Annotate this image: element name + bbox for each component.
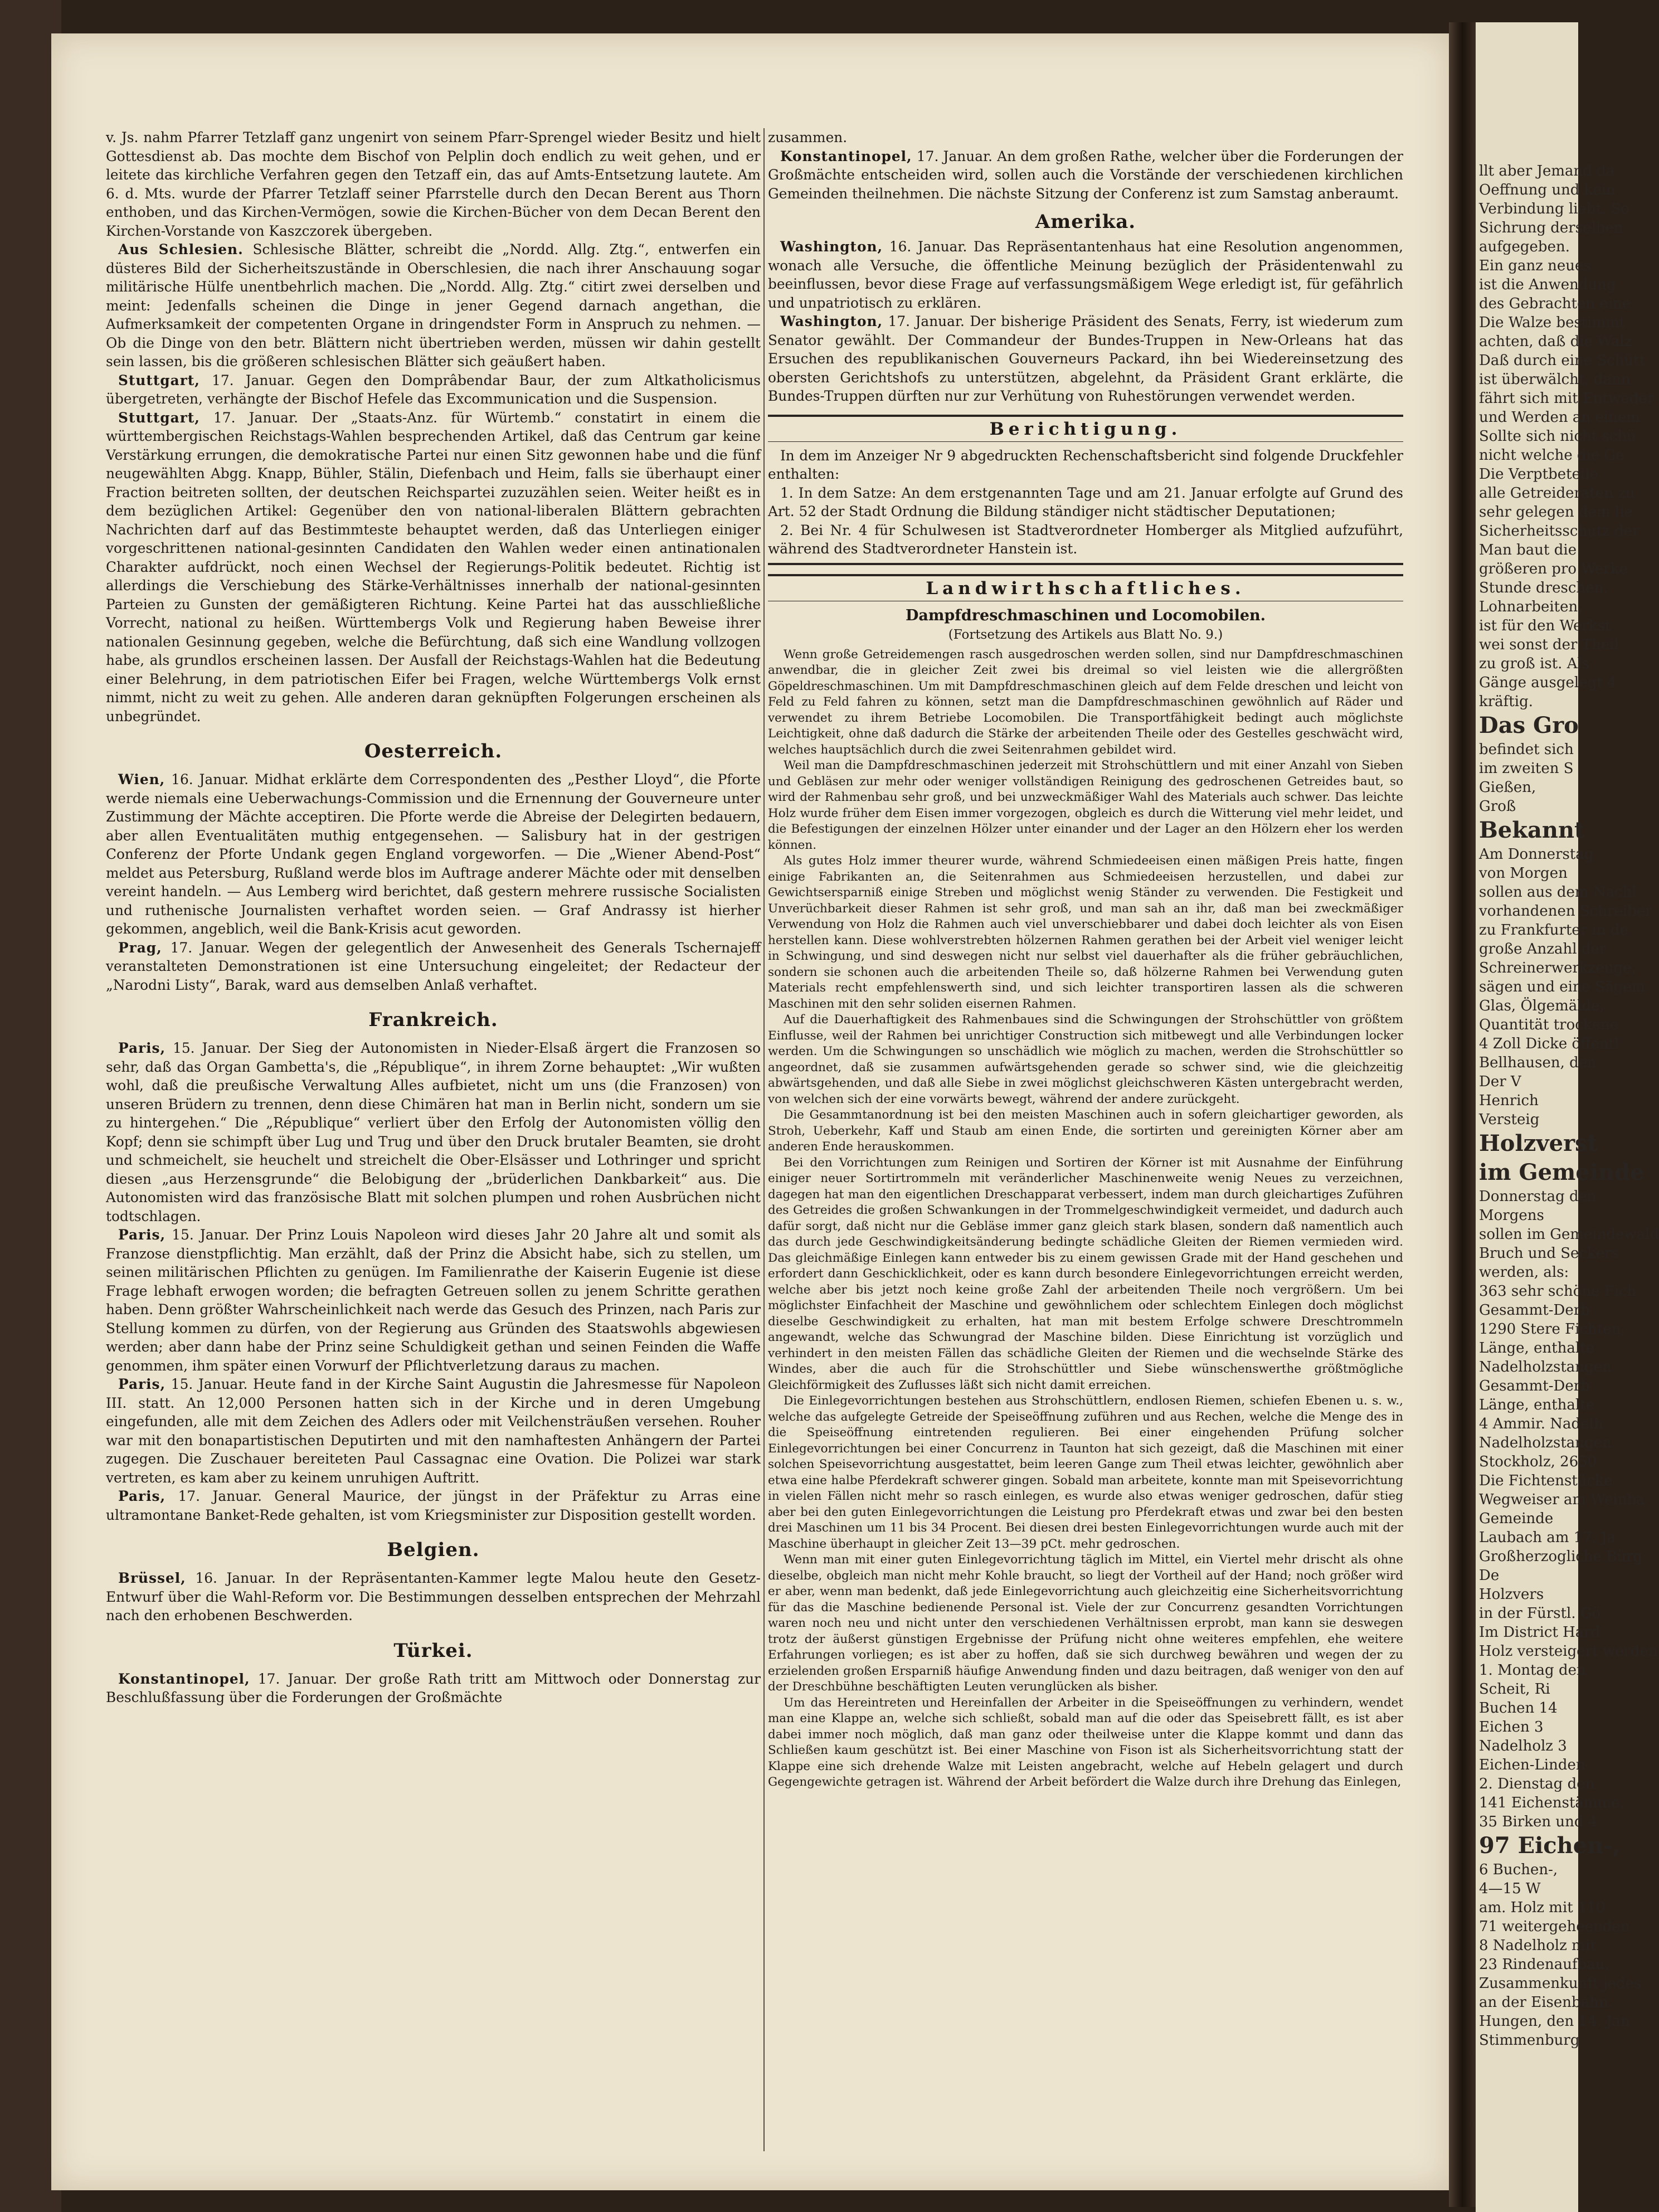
section-heading-landwirthschaftliches: Landwirthschaftliches.	[926, 578, 1246, 599]
adjacent-page-line: Eichen 3	[1479, 1719, 1544, 1735]
adjacent-page-line: Zusammenkunft jedes	[1479, 1975, 1642, 1992]
adjacent-page-line: Scheit, Ri	[1479, 1681, 1550, 1698]
berichtigung-item-1: 1. In dem Satze: An dem erstgenannten Tage und am 21. Januar erfolgte auf Grund des Art. 52 der Stadt Ordnung die Bildung ständiger nicht städtischer Deputationen;	[768, 484, 1403, 519]
adjacent-page-line: Am Donnerstag	[1479, 846, 1594, 863]
article-text: 15. Januar. Der Prinz Louis Napoleon wird dieses Jahr 20 Jahre alt und somit als Franzose dienstpflichtig. Man erzählt, daß der Prinz die Absicht habe, sich zu stellen, um seinen militärischen Pflichten zu genügen. Im Familienrathe der Kaiserin Eugenie ist diese Frage lebhaft erwogen worden; die befragten Getreuen sollen zu jenem Schritte gerathen haben. Denn größter Wahrscheinlichkeit nach werde das Gesuch des Prinzen, nach Paris zur Stellung kommen zu dürfen, von der Regierung aus Gründen des Staatswohls abgewiesen werden; aber dann habe der Prinz seine Schuldigkeit gethan und seinen Feinden die Waffe genommen, ihm später einen Vorwurf der Pflichtverletzung daraus zu machen.	[106, 1227, 761, 1374]
section-heading-frankreich: Frankreich.	[368, 1009, 498, 1031]
adjacent-page-line: Die Walze bestimmt	[1479, 314, 1626, 331]
adjacent-page-line: Ein ganz neues	[1479, 257, 1591, 274]
left-column	[106, 128, 761, 1707]
adjacent-page-line: 8 Nadelholz mit	[1479, 1937, 1596, 1954]
dateline: Stuttgart,	[118, 409, 200, 426]
dateline: Paris,	[118, 1040, 166, 1056]
adjacent-page-line: 4—15 W	[1479, 1880, 1541, 1897]
adjacent-page-line: 4 Zoll Dicke öffentl	[1479, 1035, 1619, 1052]
bleed-through-masthead	[836, 50, 1421, 134]
adjacent-page-line: Gänge ausgelegt 4	[1479, 674, 1617, 691]
landwirthschaft-header	[768, 574, 1403, 601]
adjacent-page-line: Verbindung liebt. So	[1479, 201, 1630, 217]
adjacent-page-line: Holz versteigert werden	[1479, 1643, 1658, 1660]
article-stuttgart-2	[106, 409, 761, 726]
dateline: Konstantinopel,	[118, 1670, 250, 1687]
adjacent-page-line: 6 Buchen-,	[1479, 1861, 1558, 1878]
dateline: Aus Schlesien.	[118, 241, 244, 257]
adjacent-page-line: Gemeinde	[1479, 1510, 1554, 1527]
article-paragraph: Weil man die Dampfdreschmaschinen jederzeit mit Strohschüttlern und mit einer Anzahl von Sieben und Gebläsen zur mehr oder weniger vollständigen Reinigung des gedroschenen Getreides baut, so wird der Rahmenbau sehr groß, und bei unzweckmäßiger Wahl des Materials auch schwer. Das leichte Holz wurde früher dem Eisen immer vorgezogen, obgleich es durch die Witterung viel mehr leidet, und die Befestigungen der einzelnen Hölzer unter einander und der Lager an den Hölzern eher los werden können.	[768, 759, 1403, 852]
adjacent-page-line: befindet sich	[1479, 741, 1574, 758]
dateline: Washington,	[780, 239, 883, 255]
dateline: Wien,	[118, 771, 166, 787]
adjacent-page-line: Sichrung derselben	[1479, 220, 1623, 236]
adjacent-page-line: fährt sich mit Entweder	[1479, 390, 1655, 407]
adjacent-page-line: Schreinerwerkzeuge,	[1479, 960, 1636, 976]
article-washington-2	[768, 312, 1403, 406]
adjacent-page-line: Wegweiser am Weinba	[1479, 1491, 1645, 1508]
section-heading-amerika: Amerika.	[1035, 211, 1136, 233]
adjacent-page-line: große Anzahl der	[1479, 941, 1607, 957]
adjacent-page-line: Gießen,	[1479, 779, 1536, 796]
adjacent-page-line: Die Verptbeteile	[1479, 466, 1598, 483]
dateline: Paris,	[118, 1488, 166, 1504]
adjacent-page-line: sägen und eine Sägem	[1479, 979, 1646, 995]
article-text: 16. Januar. Midhat erklärte dem Correspondenten des „Pesther Lloyd“, die Pforte werde niemals eine Ueberwachungs-Commission und die Ernennung der Gouverneure unter Zustimmung der Mächte acceptiren. Die Pforte werde die Abreise der Delegirten bedauern, aber allen Eventualitäten muthig entgegensehen. — Salisbury hat in der gestrigen Conferenz der Pforte Undank gegen England vorgeworfen. — Die „Wiener Abend-Post“ meldet aus Petersburg, Rußland werde blos im Auftrage anderer Mächte oder mit denselben vereint handeln. — Aus Lemberg wird berichtet, daß gestern mehrere russische Socialisten und ruthenische Journalisten verhaftet worden seien. — Graf Andrassy ist hierher gekommen, angeblich, weil die Bank-Krisis acut geworden.	[106, 771, 761, 937]
adjacent-page-line: 97 Eichen-,	[1479, 1832, 1621, 1859]
adjacent-page-line: Sicherheitsschutz der	[1479, 523, 1639, 539]
adjacent-page-line: 1. Montag den	[1479, 1662, 1586, 1679]
article-paragraph: Bei den Vorrichtungen zum Reinigen und Sortiren der Körner ist mit Ausnahme der Einführung einiger neuer Sortirtrommeln mit veränderlicher Maschinenweite wenig Neues zu verzeichnen, dagegen hat man den eigentlichen Dreschapparat verbessert, indem man durch gleichartiges Zuführen des Getreides die großen Schwankungen in der Trommelgeschwindigkeit vermeidet, und dadurch auch dafür sorgt, daß nicht nur die Gebläse immer ganz gleich stark blasen, sondern daß namentlich auch das durch jede Geschwindigkeitsänderung bedingte schädliche Gleiten der Riemen vermieden wird. Das gleichmäßige Einlegen kann entweder bis zu einem gewissen Grade mit der Hand geschehen und erfordert dann Geschicklichkeit, oder es kann durch besondere Einlegevorrichtungen erreicht werden, welche aber bis jetzt noch keine große Zahl der arbeitenden Theile noch vergrößern. Um bei möglichster Einfachheit der Maschine und gewöhnlichem oder schlechtem Einlegen doch möglichst dieselbe Geschwindigkeit zu erhalten, hat man mit bestem Erfolge schwere Dreschtrommeln angewandt, welche das Schwungrad der Maschine bilden. Diese Einrichtung ist vorzüglich und verhindert in den meisten Fällen das schädliche Gleiten der Riemen und die wechselnde Stärke des Windes, aber die auch für die Strohschüttler und Siebe wünschenswerthe größtmögliche Gleichförmigkeit des Zuflusses läßt sich nicht damit erreichen.	[768, 1155, 1403, 1392]
article-text: 15. Januar. Heute fand in der Kirche Saint Augustin die Jahresmesse für Napoleon III. statt. An 12,000 Personen hatten sich in der Kirche und in deren Umgebung eingefunden, alle mit dem Zeichen des Adlers oder mit Veilchensträußen versehen. Rouher war mit den bonapartistischen Deputirten und mit den namhaftesten Anhängern der Partei zugegen. Die Zuschauer bereiteten Paul Cassagnac eine Ovation. Die Polizei war stark vertreten, es kam aber zu keinem unruhigen Auftritt.	[106, 1376, 761, 1486]
adjacent-page-line: sehr gelegen dem lie	[1479, 504, 1633, 521]
adjacent-page-line: Sollte sich nicht schü	[1479, 428, 1636, 445]
page-gutter	[1449, 22, 1476, 2207]
adjacent-page-line: Nadelholzstangen	[1479, 1359, 1612, 1375]
section-rule	[768, 563, 1403, 565]
adjacent-page-line: Eichen-Linden-	[1479, 1757, 1590, 1773]
article-paris-1	[106, 1039, 761, 1226]
article-prag	[106, 939, 761, 995]
column-divider	[763, 128, 765, 2151]
adjacent-page-line: achten, daß die Walz	[1479, 333, 1632, 350]
adjacent-page-line: und Werden an einem	[1479, 409, 1640, 426]
adjacent-page-line: Bruch und Seckers	[1479, 1245, 1619, 1262]
adjacent-page-line: Buchen 14	[1479, 1700, 1558, 1717]
adjacent-page-line: zu groß ist. Als	[1479, 655, 1590, 672]
article-text: 16. Januar. In der Repräsentanten-Kammer legte Malou heute den Gesetz-Entwurf über die Wahl-Reform vor. Die Bestimmungen desselben entsprechen der Mehrzahl nach den erhobenen Beschwerden.	[106, 1570, 761, 1623]
adjacent-page-line: Versteig	[1479, 1111, 1540, 1128]
section-heading-berichtigung: Berichtigung.	[989, 419, 1182, 439]
adjacent-page-line: 23 Rindenaufbau,	[1479, 1956, 1609, 1973]
adjacent-page-line: 2. Dienstag den	[1479, 1776, 1595, 1792]
adjacent-page-line: Oeffnung und kein	[1479, 182, 1616, 198]
adjacent-page-line: Groß	[1479, 798, 1516, 815]
adjacent-page-line: Länge, enthalte	[1479, 1397, 1595, 1413]
article-paris-4	[106, 1487, 761, 1524]
adjacent-page-line: Im District Hard	[1479, 1624, 1600, 1641]
adjacent-page-line: Lohnarbeiten,	[1479, 599, 1583, 615]
article-text: 17. Januar. Gegen den Domprâbendar Baur, der zum Altkatholicismus übergetreten, verhängte der Bischof Hefele das Excommunication und die Suspension.	[106, 372, 761, 407]
adjacent-page-line: Daß durch eine Schütt	[1479, 352, 1646, 369]
adjacent-page-line: Hungen, den 14. Jan	[1479, 2013, 1630, 2030]
adjacent-page-line: Man baut die	[1479, 542, 1577, 558]
article-paris-3	[106, 1375, 761, 1487]
adjacent-page-line: Stockholz, 2650	[1479, 1453, 1597, 1470]
adjacent-page-line: kräftig.	[1479, 693, 1533, 710]
adjacent-page-line: von Morgen	[1479, 865, 1568, 882]
adjacent-page-line: 4 Ammir. Nadelh	[1479, 1416, 1603, 1432]
section-heading-belgien: Belgien.	[387, 1539, 480, 1561]
article-text: 17. Januar. Wegen der gelegentlich der Anwesenheit des Generals Tschernajeff veranstalteten Demonstrationen ist eine Untersuchung eingeleitet; der Redacteur der „Narodni Listy“, Barak, ward aus demselben Anlaß verhaftet.	[106, 939, 761, 993]
adjacent-page-line: Quantität trockene	[1479, 1017, 1619, 1033]
adjacent-page-line: alle Getreideraten zu	[1479, 485, 1635, 502]
adjacent-page-line: sollen im Gemeindewald	[1479, 1226, 1659, 1243]
article-text: Schlesische Blätter, schreibt die „Nordd. Allg. Ztg.“, entwerfen ein düsteres Bild der Sicherheitszustände in Oberschlesien, die nach ihrer Anschauung sogar militärische Hülfe unentbehrlich machen. Die „Nordd. Allg. Ztg.“ citirt zwei derselben und meint: Jedenfalls scheinen die Dinge in jener Gegend darnach angethan, die Aufmerksamkeit der competenten Organe in dringendster Form in Anspruch zu nehmen. — Ob die Dinge von den betr. Blättern nicht übertrieben werden, müssen wir dahin gestellt sein lassen, bis die größeren schlesischen Blätter sich geäußert haben.	[106, 241, 761, 370]
adjacent-page-line: zu Frankfurter in de	[1479, 922, 1628, 939]
article-tetzlaff	[106, 128, 761, 240]
article-text: 17. Januar. General Maurice, der jüngst in der Präfektur zu Arras eine ultramontane Banket-Rede gehalten, ist vom Kriegsminister zur Disposition gestellt worden.	[106, 1488, 761, 1523]
berichtigung-item-2: 2. Bei Nr. 4 für Schulwesen ist Stadtverordneter Homberger als Mitglied aufzuführt, während des Stadtverordneter Hanstein ist.	[768, 522, 1403, 557]
article-text: 16. Januar. Das Repräsentantenhaus hat eine Resolution angenommen, wonach alle Versuche, die öffentliche Meinung bezüglich der Präsidentenwahl zu beeinflussen, bevor diese Frage auf verfassungsmäßigem Wege erledigt ist, für gefährlich und unpatriotisch zu erklären.	[768, 239, 1403, 311]
article-schlesien	[106, 240, 761, 371]
adjacent-page-line: Glas, Ölgemälde,	[1479, 998, 1604, 1014]
adjacent-page-line: ist die Anwendung	[1479, 276, 1616, 293]
adjacent-page-line: in der Fürstl. Gö	[1479, 1605, 1601, 1622]
adjacent-page-line: am. Holz mit 110	[1479, 1899, 1606, 1916]
article-text: 17. Januar. Der „Staats-Anz. für Würtemb.“ constatirt in einem die württembergischen Reichstags-Wahlen besprechenden Artikel, daß das Centrum gar keine Verstärkung errungen, die demokratische Partei nur einen Sitz gewonnen habe und die fünf neugewählten Abgg. Knapp, Bühler, Stälin, Diefenbach und Heim, falls sie überhaupt einer Fraction beitreten sollten, der deutschen Reichspartei zuzuzählen seien. Weiter heißt es in dem bezüglichen Artikel: Gegenüber den von national-liberalen Blättern gebrachten Nachrichten darf auf das Bestimmteste behauptet werden, daß das Unterliegen einiger vorgeschrittenen national-gesinnten Candidaten den Wahlen weder einen antinationalen Charakter aufdrückt, noch einen Wechsel der Regierungs-Politik bedeutet. Richtig ist allerdings die Verschiebung des Stärke-Verhältnisses innerhalb der national-gesinnten Parteien zu Gunsten der gemäßigteren Richtung. Keine Partei hat das ausschließliche Vorrecht, national zu heißen. Württembergs Volk und Regierung haben Beweise ihrer nationalen Gesinnung gegeben, welche die Befürchtung, daß sich eine Wandlung vollzogen habe, als grundlos erscheinen lassen. Der Ausfall der Reichstags-Wahlen hat die Bedeutung einer Belehrung, in dem patriotischen Eifer bei Fragen, welche Württembergs Volk ernst nimmt, nicht zu weit zu gehen. Alle anderen daran geknüpften Folgerungen erscheinen als unbegründet.	[106, 409, 761, 725]
adjacent-page-line: Stimmenburg	[1479, 2032, 1580, 2049]
adjacent-page-line: Die Fichtenstücke	[1479, 1472, 1613, 1489]
article-text: 17. Januar. Der bisherige Präsident des Senats, Ferry, ist wiederum zum Senator gewählt. Der Commandeur der Bundes-Truppen in New-Orleans hat das Ersuchen des republikanischen Gouverneurs Packard, ihn bei Wiedereinsetzung des obersten Gerichtshofs zu unterstützen, abgelehnt, da Präsident Grant erklärte, die Bundes-Truppen dürften nur zur Verhütung von Ruhestörungen verwendet werden.	[768, 313, 1403, 404]
adjacent-page-line: Holzvers	[1479, 1586, 1544, 1603]
adjacent-page-line: vorhandenen Schreiber	[1479, 903, 1652, 920]
dateline: Washington,	[780, 313, 883, 329]
article-washington-1	[768, 237, 1403, 312]
adjacent-page-line: wei sonst der Theil	[1479, 636, 1619, 653]
section-heading-tuerkei: Türkei.	[393, 1639, 473, 1662]
dateline: Paris,	[118, 1227, 166, 1243]
adjacent-page-line: ist überwälcht, dann	[1479, 371, 1631, 388]
adjacent-page-line: nicht welche die Ge	[1479, 447, 1624, 464]
article-paragraph: Auf die Dauerhaftigkeit des Rahmenbaues sind die Schwingungen der Strohschüttler von größtem Einflusse, weil der Rahmen bei unrichtiger Construction sich mitbewegt und alle Verbindungen locker werden. Um die Schwingungen so unschädlich wie möglich zu machen, werden die Strohschüttler so angeordnet, daß sie zusammen aufwärtsgehenden gerade so schwer sind, wie die gleichzeitig abwärtsgehenden, und daß alle Siebe in zwei möglichst gleichschweren Kästen untergebracht werden, von welchen sich der eine vorwärts bewegt, während der andere zurückgeht.	[768, 1013, 1403, 1106]
adjacent-page-line: Stunde dreschen.	[1479, 580, 1608, 596]
adjacent-page-line: llt aber Jemand da	[1479, 163, 1615, 179]
adjacent-page-line: Laubach am 17. Ja	[1479, 1529, 1616, 1546]
article-paris-2	[106, 1226, 761, 1375]
adjacent-page-line: 363 sehr schöne Fich	[1479, 1283, 1637, 1300]
adjacent-page-line: Nadelholzstangen	[1479, 1435, 1612, 1451]
adjacent-page-line: ist für den Werkst	[1479, 618, 1611, 634]
adjacent-page-line: De	[1479, 1567, 1500, 1584]
article-paragraph: Um das Hereintreten und Hereinfallen der Arbeiter in die Speiseöffnungen zu verhindern, wendet man eine Klappe an, welche sich schließt, sobald man auf die oder das Speisebrett fällt, es ist aber dabei immer noch möglich, daß man ganz oder theilweise unter die Klappe kommt und dann das Schließen kaum geschützt ist. Bei einer Maschine von Fison ist als Sicherheitsvorrichtung statt der Klappe eine sich drehende Walze mit Leisten angebracht, welche auf Hebeln gelagert und durch Gegengewichte getragen ist. Während der Arbeit befördert die Walze durch ihre Drehung das Einlegen,	[768, 1695, 1403, 1789]
adjacent-page-line: Gesammt-Derb	[1479, 1302, 1590, 1319]
article-text: 17. Januar. An dem großen Rathe, welcher über die Forderungen der Großmächte entscheiden wird, sollen auch die Vorstände der verschiedenen kirchlichen Gemeinden theilnehmen. Die nächste Sitzung der Conferenz ist zum Samstag anberaumt.	[768, 148, 1404, 202]
article-konstantinopel-2	[768, 147, 1403, 203]
article-text: 17. Januar. Der große Rath tritt am Mittwoch oder Donnerstag zur Beschlußfassung über die Forderungen der Großmächte	[106, 1670, 761, 1705]
adjacent-page-line: Donnerstag den	[1479, 1188, 1597, 1205]
adjacent-page-line: größeren pro Werke	[1479, 561, 1628, 577]
adjacent-page-line: Das Gro	[1479, 712, 1579, 738]
adjacent-page-fragment	[1476, 22, 1659, 2212]
adjacent-page-line: Nadelholz 3	[1479, 1738, 1567, 1754]
dateline: Brüssel,	[118, 1570, 186, 1586]
adjacent-page-line: Gesammt-Derb	[1479, 1378, 1590, 1394]
adjacent-page-line: 1290 Stere Fichten,	[1479, 1321, 1626, 1338]
dateline: Prag,	[118, 939, 162, 956]
adjacent-page-line: Holzverst	[1479, 1130, 1598, 1156]
article-paragraph: Die Gesammtanordnung ist bei den meisten Maschinen auch in sofern gleichartiger geworden, als Stroh, Ueberkehr, Kaff und Staub am einen Ende, die sortirten und gereinigten Körner aber am anderen Ende herauskommen.	[768, 1108, 1403, 1154]
dateline: Konstantinopel,	[780, 148, 912, 164]
adjacent-page-line: aufgegeben.	[1479, 239, 1570, 255]
section-heading-oesterreich: Oesterreich.	[364, 740, 503, 762]
dateline: Stuttgart,	[118, 372, 200, 388]
article-continuation: zusammen.	[768, 129, 848, 145]
adjacent-page-lines	[1476, 22, 1659, 2050]
adjacent-page-line: Länge, enthalte	[1479, 1340, 1595, 1357]
adjacent-page-line: im zweiten S	[1479, 760, 1574, 777]
adjacent-page-line: Morgens	[1479, 1207, 1544, 1224]
adjacent-page-line: 141 Eichenstämme,	[1479, 1795, 1624, 1811]
article-stuttgart-1	[106, 371, 761, 409]
adjacent-page-line: sollen aus dem Nachl	[1479, 884, 1637, 901]
adjacent-page-line: an der Eisenbahn.	[1479, 1994, 1613, 2011]
article-wien	[106, 770, 761, 939]
article-konstantinopel-1	[106, 1670, 761, 1707]
article-paragraph: Wenn man mit einer guten Einlegevorrichtung täglich im Mittel, ein Viertel mehr drischt als ohne dieselbe, obgleich man nicht mehr Kohle braucht, so liegt der Vortheil auf der Hand; noch größer wird er aber, wenn man bedenkt, daß jede Einlegevorrichtung auch gleichzeitig eine Sicherheitsvorrichtung für das die Maschine bedienende Personal ist. Viele der zur Concurrenz gesandten Vorrichtungen waren noch neu und nicht unter den verschiedenen Verhältnissen erprobt, man kann sie deswegen trotz der äußerst günstigen Ergebnisse der Prüfung nicht ohne weiteres empfehlen, ehe weitere Erfahrungen vorliegen; es ist aber zu hoffen, daß sie sich durchweg bewähren und wegen der zu erzielenden großen Ersparniß häufige Anwendung finden und dazu beitragen, daß weniger von den auf der Dreschbühne beschäftigten Leuten verunglücken als bisher.	[768, 1553, 1403, 1694]
adjacent-page-line: 71 weitergeheenden	[1479, 1918, 1630, 1935]
adjacent-page-line: Großherzogliche Bürg	[1479, 1548, 1643, 1565]
adjacent-page-line: im Gemeinde	[1479, 1159, 1645, 1185]
dateline: Paris,	[118, 1376, 166, 1392]
adjacent-page-line: 35 Birken und 4	[1479, 1814, 1598, 1830]
berichtigung-header	[768, 415, 1403, 442]
adjacent-page-line: Henrich	[1479, 1092, 1539, 1109]
adjacent-page-line: werden, als:	[1479, 1264, 1569, 1281]
article-paragraph: Wenn große Getreidemengen rasch ausgedroschen werden sollen, sind nur Dampfdreschmaschinen anwendbar, die in gleicher Zeit zwei bis dreimal so viel leisten wie die allergrößten Göpeldreschmaschinen. Um mit Dampfdreschmaschinen gleich auf dem Felde dreschen und leicht von Feld zu Feld fahren zu können, setzt man die Dampfdreschmaschinen gewöhnlich auf Räder und verwendet zu ihrem Betriebe Locomobilen. Die Transportfähigkeit bedingt auch möglichste Leichtigkeit, ohne daß dadurch die Stärke der arbeitenden Theile oder des Gestelles geschwächt wird, welches hauptsächlich durch die zwei Seitenrahmen gebildet wird.	[768, 647, 1403, 757]
adjacent-page-line: Bellhausen, den	[1479, 1054, 1597, 1071]
adjacent-page-line: Bekannt	[1479, 817, 1585, 843]
adjacent-page-line: Der V	[1479, 1073, 1521, 1090]
article-title: Dampfdreschmaschinen und Locomobilen.	[905, 606, 1266, 624]
right-column	[768, 128, 1403, 1791]
article-bruessel	[106, 1569, 761, 1625]
article-paragraph: Die Einlegevorrichtungen bestehen aus Strohschüttlern, endlosen Riemen, schiefen Ebenen u. s. w., welche das aufgelegte Getreide der Speiseöffnung zuführen und aus Rechen, welche die Menge des in die Speiseöffnung eintretenden regulieren. Bei einer eingehenden Prüfung solcher Einlegevorrichtungen bei einer Concurrenz in Taunton hat sich gezeigt, daß die Maschinen mit einer solchen Speisevorrichtung ausgestattet, beim leeren Gange zum Theil etwas leichter, gewöhnlich aber etwa eine halbe Pferdekraft schwerer gingen. Sobald man arbeitete, konnte man mit Speisevorrichtung in vielen Fällen nicht mehr so rasch einlegen, es wurde also etwas weniger gedroschen, dafür stieg aber bei den guten Einlegevorrichtungen die Leistung pro Pferdekraft etwas und zwar bei den besten drei Maschinen um 11 bis 34 Procent. Bei diesen drei besten Einlegevorrichtungen wurde auch mit der Maschine überhaupt in gleicher Zeit 13—39 pCt. mehr gedroschen.	[768, 1394, 1403, 1551]
article-text: 15. Januar. Der Sieg der Autonomisten in Nieder-Elsaß ärgert die Franzosen so sehr, daß das Organ Gambetta's, die „République“, in ihrem Zorne behauptet: „Wir wußten wohl, daß die preußische Verwaltung Alles aufbietet, nicht um uns (die Franzosen) von unseren Brüdern zu trennen, denn diese Chimären hat man in Berlin nicht, sondern um sie zu hintergehen.“ Die „République“ verliert über den Erfolg der Autonomisten völlig den Kopf; denn sie schimpft über Lug und Trug und über den Druck brutaler Beamten, sie droht und schmeichelt, sie heuchelt und streichelt die Ober-Elsässer und Lothringer und spricht diesen „aus Herzensgrunde“ die Belobigung der „brüderlichen Dankbarkeit“ aus. Die Autonomisten wird das französische Blatt mit solchen plumpen und rohen Ausbrüchen nicht todtschlagen.	[106, 1040, 761, 1224]
berichtigung-text: In dem im Anzeiger Nr 9 abgedruckten Rechenschaftsbericht sind folgende Druckfehler enthalten:	[768, 447, 1403, 482]
adjacent-page-line: des Gebrachten eine	[1479, 295, 1631, 312]
article-continuation-note: (Fortsetzung des Artikels aus Blatt No. 9.)	[948, 627, 1223, 642]
article-text: v. Js. nahm Pfarrer Tetzlaff ganz ungenirt von seinem Pfarr-Sprengel wieder Besitz und hielt Gottesdienst ab. Das mochte dem Bischof von Pelplin doch endlich zu weit gehen, und er leitete das kirchliche Verfahren gegen den Tetzaff ein, das auf Amts-Entsetzung lautete. Am 6. d. Mts. wurde der Pfarrer Tetzlaff seiner Pfarrstelle durch den Decan Berent aus Thorn enthoben, und das Kirchen-Vermögen, sowie die Kirchen-Bücher von dem Decan Berent den Kirchen-Vorstande von Kaszczorek übergeben.	[106, 129, 761, 239]
article-paragraph: Als gutes Holz immer theurer wurde, während Schmiedeeisen einen mäßigen Preis hatte, fingen einige Fabrikanten an, die Seitenrahmen aus Schmiedeeisen herzustellen, und dabei zur Gewichtsersparniß einige Streben und möglichst wenig Ständer zu verwenden. Die Festigkeit und Unverüchbarkeit dieser Rahmen ist sehr groß, und man sah an ihr, daß man bei zweckmäßiger Verwendung von Holz die Rahmen auch viel unverschiebbarer und dabei doch leichter als von Eisen herstellen kann. Diese wohlverstrebten hölzernen Rahmen gerathen bei der Arbeit viel weniger leicht in Schwingung, und sind deswegen nicht nur selbst viel dauerhafter als die früher gebräuchlichen, sondern sie schonen auch die arbeitenden Theile so, daß hölzerne Rahmen bei Verwendung guten Materials recht empfehlenswerth sind, und sich leichter transportiren lassen als die schweren Maschinen mit den sehr soliden eisernen Rahmen.	[768, 854, 1403, 1011]
